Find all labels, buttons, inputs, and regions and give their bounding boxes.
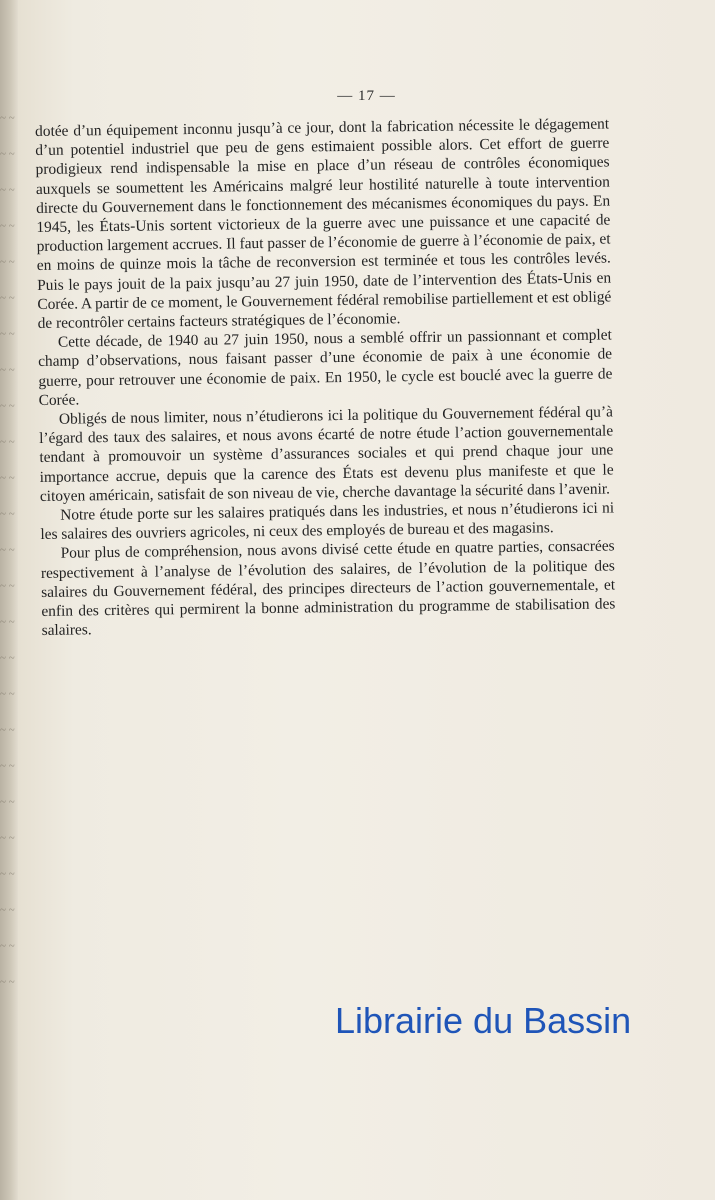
- paragraph-3: Obligés de nous limiter, nous n’étudierons ici la politique du Gouvernement fédéral qu’à l’égard des taux des salaires, et nous avons écarté de notre étude l’action gouvernementale tendant à promouvoir un système d’assurances sociales et qui prend chaque jour une importance accrue, depuis que la carence des États est devenu plus manifeste et que le citoyen américain, satisfait de son niveau de vie, cherche davantage la sécurité dans l’avenir.: [39, 403, 614, 505]
- paragraph-1: dotée d’un équipement inconnu jusqu’à ce jour, dont la fabrication nécessite le dégagement d’un potentiel industriel que peu de gens estimaient possible alors. Cet effort de guerre prodigieux rend indispensable la mise en place d’un réseau de contrôles économiques auxquels se soumettent les Américains malgré leur hostilité naturelle à toute intervention directe du Gouvernement dans le fonctionnement des mécanismes économiques du pays. En 1945, les États-Unis sortent victorieux de la guerre avec une puissance et une capacité de production largement accrues. Il faut passer de l’économie de guerre à l’économie de paix, et en moins de quinze mois la tâche de reconversion est terminée et tous les contrôles levés. Puis le pays jouit de la paix jusqu’au 27 juin 1950, date de l’intervention des États-Unis en Corée. A partir de ce moment, le Gouvernement fédéral remobilise partiellement et est obligé de recontrôler certains facteurs stratégiques de l’économie.: [35, 115, 612, 333]
- facing-page-bleed: ~ ~ ~ ~ ~ ~ ~ ~ ~ ~ ~ ~ ~ ~ ~ ~ ~ ~ ~ ~ ~ ~ ~ ~ ~ ~ ~ ~ ~ ~ ~ ~ ~ ~ ~ ~ ~ ~ ~ ~ ~ ~ ~ ~ ~ ~ ~ ~ ~ ~: [0, 112, 15, 988]
- page-number: — 17 —: [337, 88, 396, 104]
- body-text: [35, 114, 616, 640]
- paragraph-5: Pour plus de compréhension, nous avons divisé cette étude en quatre parties, consacrées respectivement à l’analyse de l’évolution des salaires, de l’évolution de la politique des salaires du Gouvernement fédéral, des principes directeurs de l’action gouvernementale, et enfin des critères qui permirent la bonne administration du programme de stabilisation des salaires.: [40, 537, 616, 640]
- paragraph-2: Cette décade, de 1940 au 27 juin 1950, nous a semblé offrir un passionnant et complet champ d’observations, nous faisant passer d’une économie de paix à une économie de guerre, pour retrouver une économie de paix. En 1950, le cycle est bouclé avec la guerre de Corée.: [38, 326, 613, 409]
- paragraph-4: Notre étude porte sur les salaires pratiqués dans les industries, et nous n’étudierons ici ni les salaires des ouvriers agricoles, ni ceux des employés de bureau et des magasins.: [40, 499, 615, 544]
- watermark: Librairie du Bassin: [335, 1000, 632, 1041]
- page-gutter: [0, 0, 18, 1200]
